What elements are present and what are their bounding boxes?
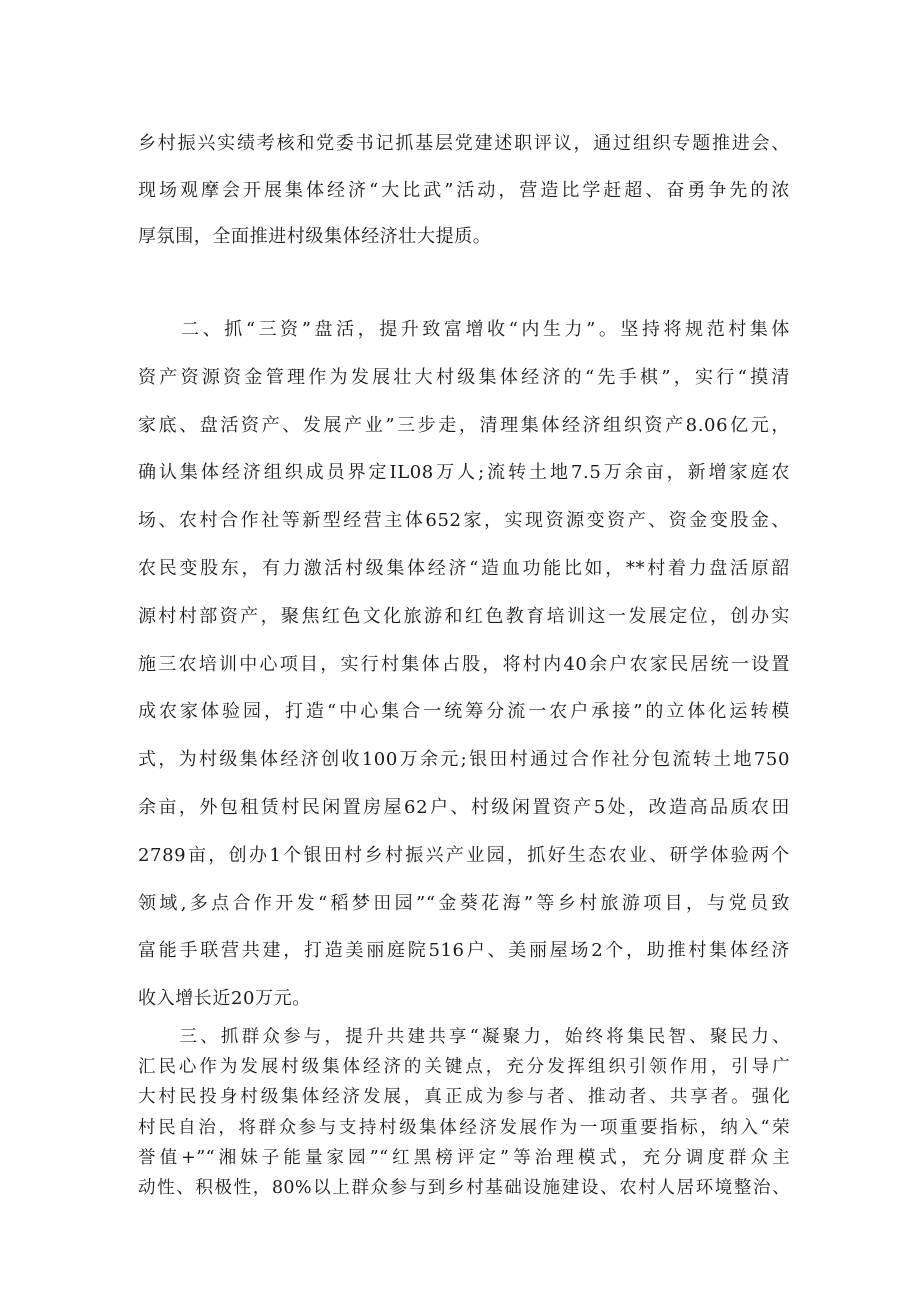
text-line: 动性、积极性，80%以上群众参与到乡村基础设施建设、农村人居环境整治、	[138, 1178, 790, 1199]
text-line: 成农家体验园，打造“中心集合一统筹分流一农户承接”的立体化运转模	[138, 701, 790, 723]
text-line: 农民变股东，有力激活村级集体经济“造血功能比如，**村着力盘活原韶	[138, 557, 790, 579]
text-line: 乡村振兴实绩考核和党委书记抓基层党建述职评议，通过组织专题推进会、	[138, 133, 790, 154]
paragraph-2	[138, 306, 790, 1023]
text-line: 施三农培训中心项目，实行村集体占股，将村内40余户农家民居统一设置	[138, 653, 790, 675]
text-line: 场、农村合作社等新型经营主体652家，实现资源变资产、资金变股金、	[138, 510, 790, 532]
text-line: 余亩，外包租赁村民闲置房屋62户、村级闲置资产5处，改造高品质农田	[138, 796, 790, 818]
text-line: 确认集体经济组织成员界定IL08万人;流转土地7.5万余亩，新增家庭农	[138, 462, 790, 484]
text-line: 汇民心作为发展村级集体经济的关键点，充分发挥组织引领作用，引导广	[138, 1057, 790, 1078]
text-line: 大村民投身村级集体经济发展，真正成为参与者、推动者、共享者。强化	[138, 1087, 790, 1108]
text-line: 资产资源资金管理作为发展壮大村级集体经济的“先手棋”，实行“摸清	[138, 366, 790, 388]
text-line: 家底、盘活资产、发展产业”三步走，清理集体经济组织资产8.06亿元，	[138, 414, 790, 436]
text-line: 式，为村级集体经济创收100万余元;银田村通过合作社分包流转土地750	[138, 749, 790, 771]
text-line: 收入增长近20万元。	[138, 988, 311, 1010]
text-line: 现场观摩会开展集体经济“大比武”活动，营造比学赶超、奋勇争先的浓	[138, 179, 790, 201]
text-line: 三、抓群众参与，提升共建共享“凝聚力，始终将集民智、聚民力、	[138, 1027, 790, 1047]
text-line: 厚氛围，全面推进村级集体经济壮大提质。	[138, 226, 492, 247]
text-line: 富能手联营共建，打造美丽庭院516户、美丽屋场2个，助推村集体经济	[138, 940, 790, 962]
text-line: 村民自治，将群众参与支持村级集体经济发展作为一项重要指标，纳入“荣	[138, 1117, 790, 1138]
text-line: 2789亩，创办1个银田村乡村振兴产业园，抓好生态农业、研学体验两个	[138, 844, 790, 866]
paragraph-1	[138, 121, 790, 261]
paragraph-3	[138, 1022, 790, 1203]
text-line: 领域,多点合作开发“稻梦田园”“金葵花海”等乡村旅游项目，与党员致	[138, 892, 790, 914]
text-line: 二、抓“三资”盘活，提升致富增收“内生力”。坚持将规范村集体	[138, 319, 790, 340]
text-line: 源村村部资产，聚焦红色文化旅游和红色教育培训这一发展定位，创办实	[138, 605, 790, 627]
text-line: 誉值+”“湘妹子能量家园”“红黑榜评定”等治理模式，充分调度群众主	[138, 1147, 790, 1168]
